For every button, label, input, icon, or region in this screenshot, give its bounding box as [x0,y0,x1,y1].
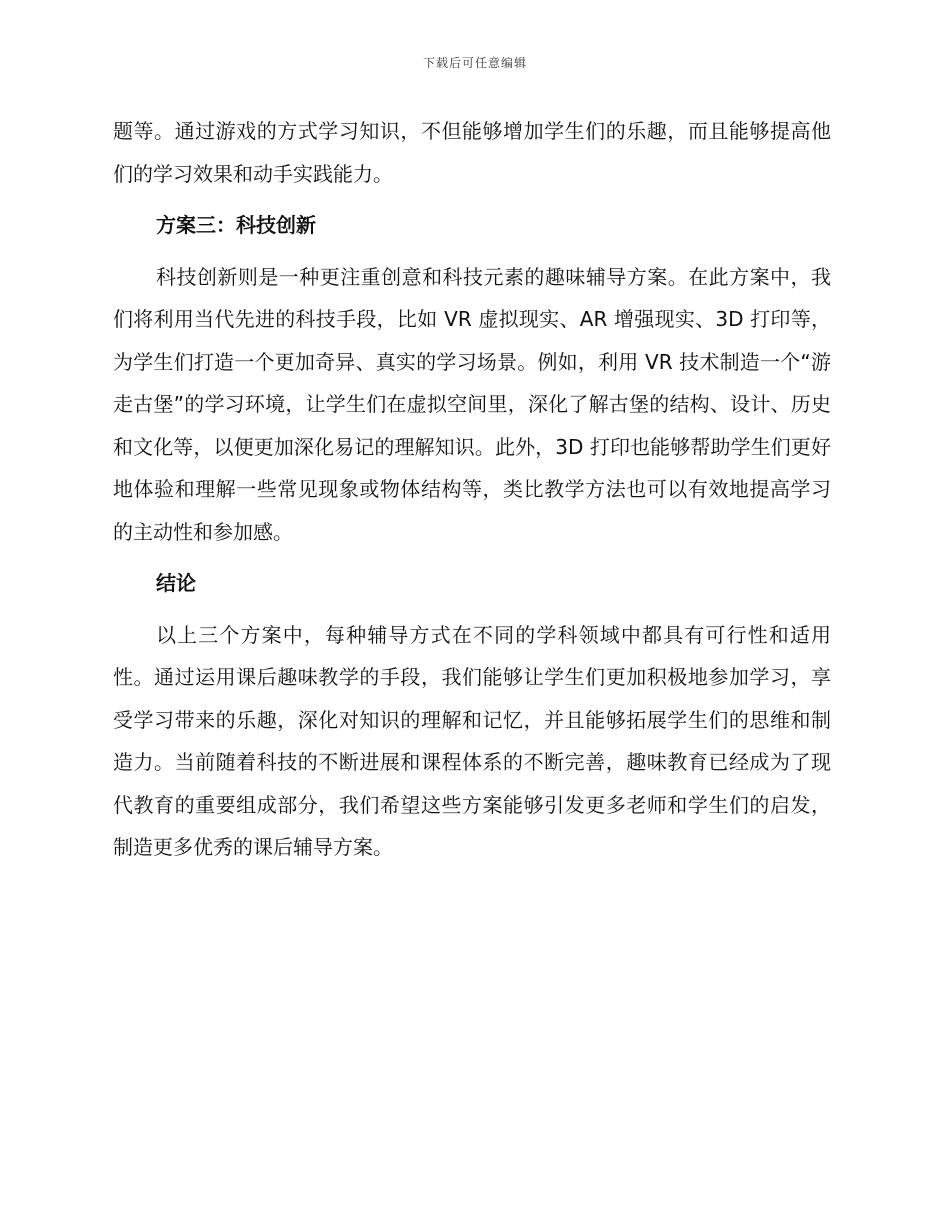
document-body [113,110,831,869]
intro-continuation-paragraph: 题等。通过游戏的方式学习知识，不但能够增加学生们的乐趣，而且能够提高他们的学习效果和动手实践能力。 [113,119,831,186]
conclusion-heading: 结论 [156,571,196,595]
conclusion-paragraph: 以上三个方案中，每种辅导方式在不同的学科领域中都具有可行性和适用性。通过运用课后趣味教学的手段，我们能够让学生们更加积极地参加学习，享受学习带来的乐趣，深化对知识的理解和记忆，并且能够拓展学生们的思维和制造力。当前随着科技的不断进展和课程体系的不断完善，趣味教育已经成为了现代教育的重要组成部分，我们希望这些方案能够引发更多老师和学生们的启发，制造更多优秀的课后辅导方案。 [113,622,831,859]
plan3-paragraph: 科技创新则是一种更注重创意和科技元素的趣味辅导方案。在此方案中，我们将利用当代先进的科技手段，比如 VR 虚拟现实、AR 增强现实、3D 打印等，为学生们打造一个更加奇异、真实的学习场景。例如，利用 VR 技术制造一个“游走古堡”的学习环境，让学生们在虚拟空间里，深化了解古堡的结构、设计、历史和文化等，以便更加深化易记的理解知识。此外，3D 打印也能够帮助学生们更好地体验和理解一些常见现象或物体结构等，类比教学方法也可以有效地提高学习的主动性和参加感。 [113,264,831,544]
plan3-heading: 方案三：科技创新 [156,213,316,237]
page-header-note: 下载后可任意编辑 [422,56,527,70]
